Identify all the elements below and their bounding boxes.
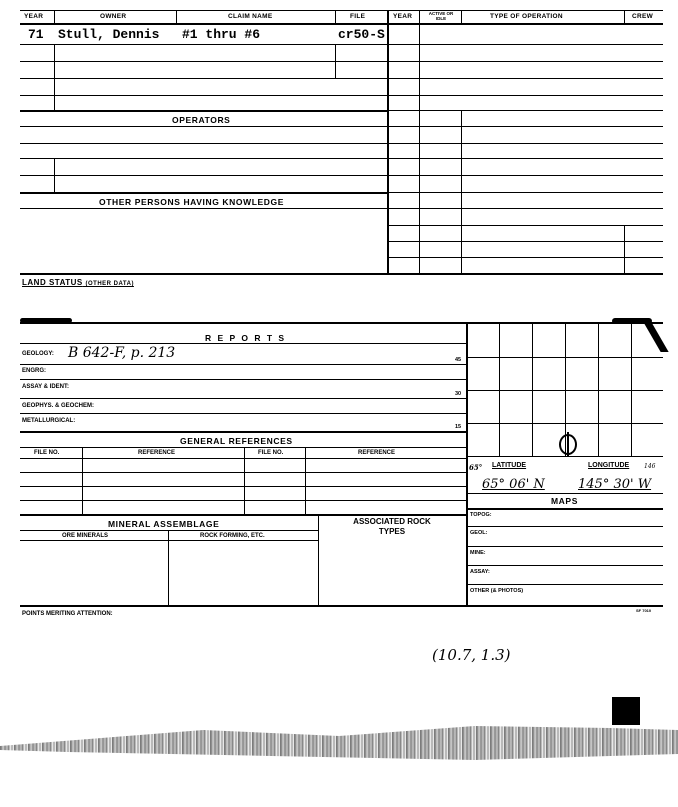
ops-row [389,61,663,62]
geology-label: GEOLOGY: [22,351,54,357]
ref-col-reference-2: REFERENCE [358,450,396,456]
geophys-label: GEOPHYS. & GEOCHEM: [22,403,95,409]
maps-other: OTHER (& PHOTOS) [470,588,524,594]
reports-top-border [20,322,663,324]
ops-row [389,175,663,176]
divider [624,10,625,24]
ops-row [389,192,663,193]
reports-heading: R E P O R T S [205,333,287,343]
row-line [20,44,387,45]
row-line [20,413,466,414]
grid-line [468,390,663,391]
grid-line [468,423,663,424]
row-line [20,78,387,79]
divider [54,10,55,24]
row-line [468,493,663,494]
divider [82,447,83,515]
divider [318,514,319,606]
row-line [20,126,387,127]
col-crew: CREW [632,13,654,20]
row-line [468,584,663,585]
ops-row [389,95,663,96]
ops-row [389,225,663,226]
assay-label: ASSAY & IDENT: [22,384,70,390]
form-number: SF 7010 [636,608,652,613]
row-line [20,530,318,531]
ops-row [389,241,663,242]
row-line [20,472,466,473]
land-status-label: LAND STATUS [22,278,83,287]
geology-value: B 642-F, p. 213 [68,345,176,361]
scan-block [612,697,640,725]
longitude-value: 145° 30' W [578,477,652,492]
row-line [20,364,466,365]
land-status-heading [22,278,134,287]
header-bottom-border [20,23,663,25]
col-file: FILE [350,13,366,20]
reports-bottom-border [20,605,663,607]
row-line [20,158,387,159]
row-line [468,526,663,527]
divider [168,530,169,606]
maps-geol: GEOL: [470,530,488,536]
ops-row [389,143,663,144]
associated-rock-types-heading: ASSOCIATED ROCK TYPES [353,517,431,536]
divider [176,10,177,24]
margin-number: 30 [455,391,462,397]
row-line [20,110,387,112]
divider [54,158,55,192]
divider [461,10,462,24]
maps-mine: MINE: [470,550,486,556]
ops-row [389,126,663,127]
ref-col-file-no: FILE NO. [34,450,60,456]
row-line [20,486,466,487]
operators-heading: OPERATORS [172,115,231,125]
row-line [20,398,466,399]
ops-row [389,158,663,159]
other-persons-heading: OTHER PERSONS HAVING KNOWLEDGE [99,197,285,207]
row-line [20,431,466,433]
margin-number: 45 [455,357,462,363]
scan-mark [643,322,668,352]
ref-col-reference: REFERENCE [138,450,176,456]
divider [335,10,336,24]
col-active-idle: ACTIVE OR IDLE [428,11,454,21]
divider [624,225,625,275]
row-line [20,175,387,176]
mineral-assemblage-heading: MINERAL ASSEMBLAGE [108,519,220,529]
engrg-label: ENGRG: [22,368,46,374]
maps-assay: ASSAY: [470,569,490,575]
row-line [468,546,663,547]
maps-topog: TOPOG: [470,512,492,518]
latitude-value: 65° 06' N [482,477,545,492]
row-line [468,565,663,566]
row-line [20,540,318,541]
grid-line [468,357,663,358]
row-line [20,379,466,380]
col-year: YEAR [24,13,44,20]
row-line [20,343,466,344]
coordinates-note: (10.7, 1.3) [432,646,511,664]
upper-bottom-border [20,273,663,275]
points-meriting-heading: POINTS MERITING ATTENTION: [22,611,113,617]
divider [305,447,306,515]
divider [461,110,462,275]
divider [54,44,55,110]
land-status-sub: (OTHER DATA) [85,281,134,287]
rock-forming-heading: ROCK FORMING, ETC. [200,533,265,539]
metallurgical-label: METALLURGICAL: [22,418,76,424]
longitude-label: LONGITUDE [588,462,630,469]
ops-row [389,78,663,79]
row-line [20,192,387,194]
location-marker-line [567,432,569,456]
general-references-heading: GENERAL REFERENCES [180,436,293,446]
lon-suffix: 146 [644,463,656,470]
scan-mark [20,318,72,323]
row-line [20,143,387,144]
divider [244,447,245,515]
ops-row [389,44,663,45]
latitude-label: LATITUDE [492,462,527,469]
record-owner: Stull, Dennis [58,27,160,42]
ops-row [389,257,663,258]
scan-noise [0,722,678,762]
col-owner: OWNER [100,13,127,20]
col-claim-name: CLAIM NAME [228,13,273,20]
row-line [20,458,466,459]
top-border [20,10,663,11]
row-line [20,500,466,501]
row-line [20,95,387,96]
ops-row [389,110,663,111]
record-file: cr50-S [338,27,385,42]
lat-prefix: 65° [469,463,483,472]
map-panel-border [466,324,468,606]
maps-heading: MAPS [551,496,578,506]
row-line [20,447,466,448]
ops-row [389,208,663,209]
row-line [468,508,663,510]
record-claim-name: #1 thru #6 [182,27,261,42]
divider [335,44,336,79]
row-line [20,208,387,209]
ref-col-file-no-2: FILE NO. [258,450,284,456]
row-line [20,514,466,516]
col-year-2: YEAR [393,13,413,20]
record-year: 71 [28,27,44,42]
margin-number: 15 [455,424,462,430]
row-line [20,61,387,62]
col-type-of-operation: TYPE OF OPERATION [490,13,563,20]
grid-line [468,456,663,457]
ore-minerals-heading: ORE MINERALS [62,533,109,539]
